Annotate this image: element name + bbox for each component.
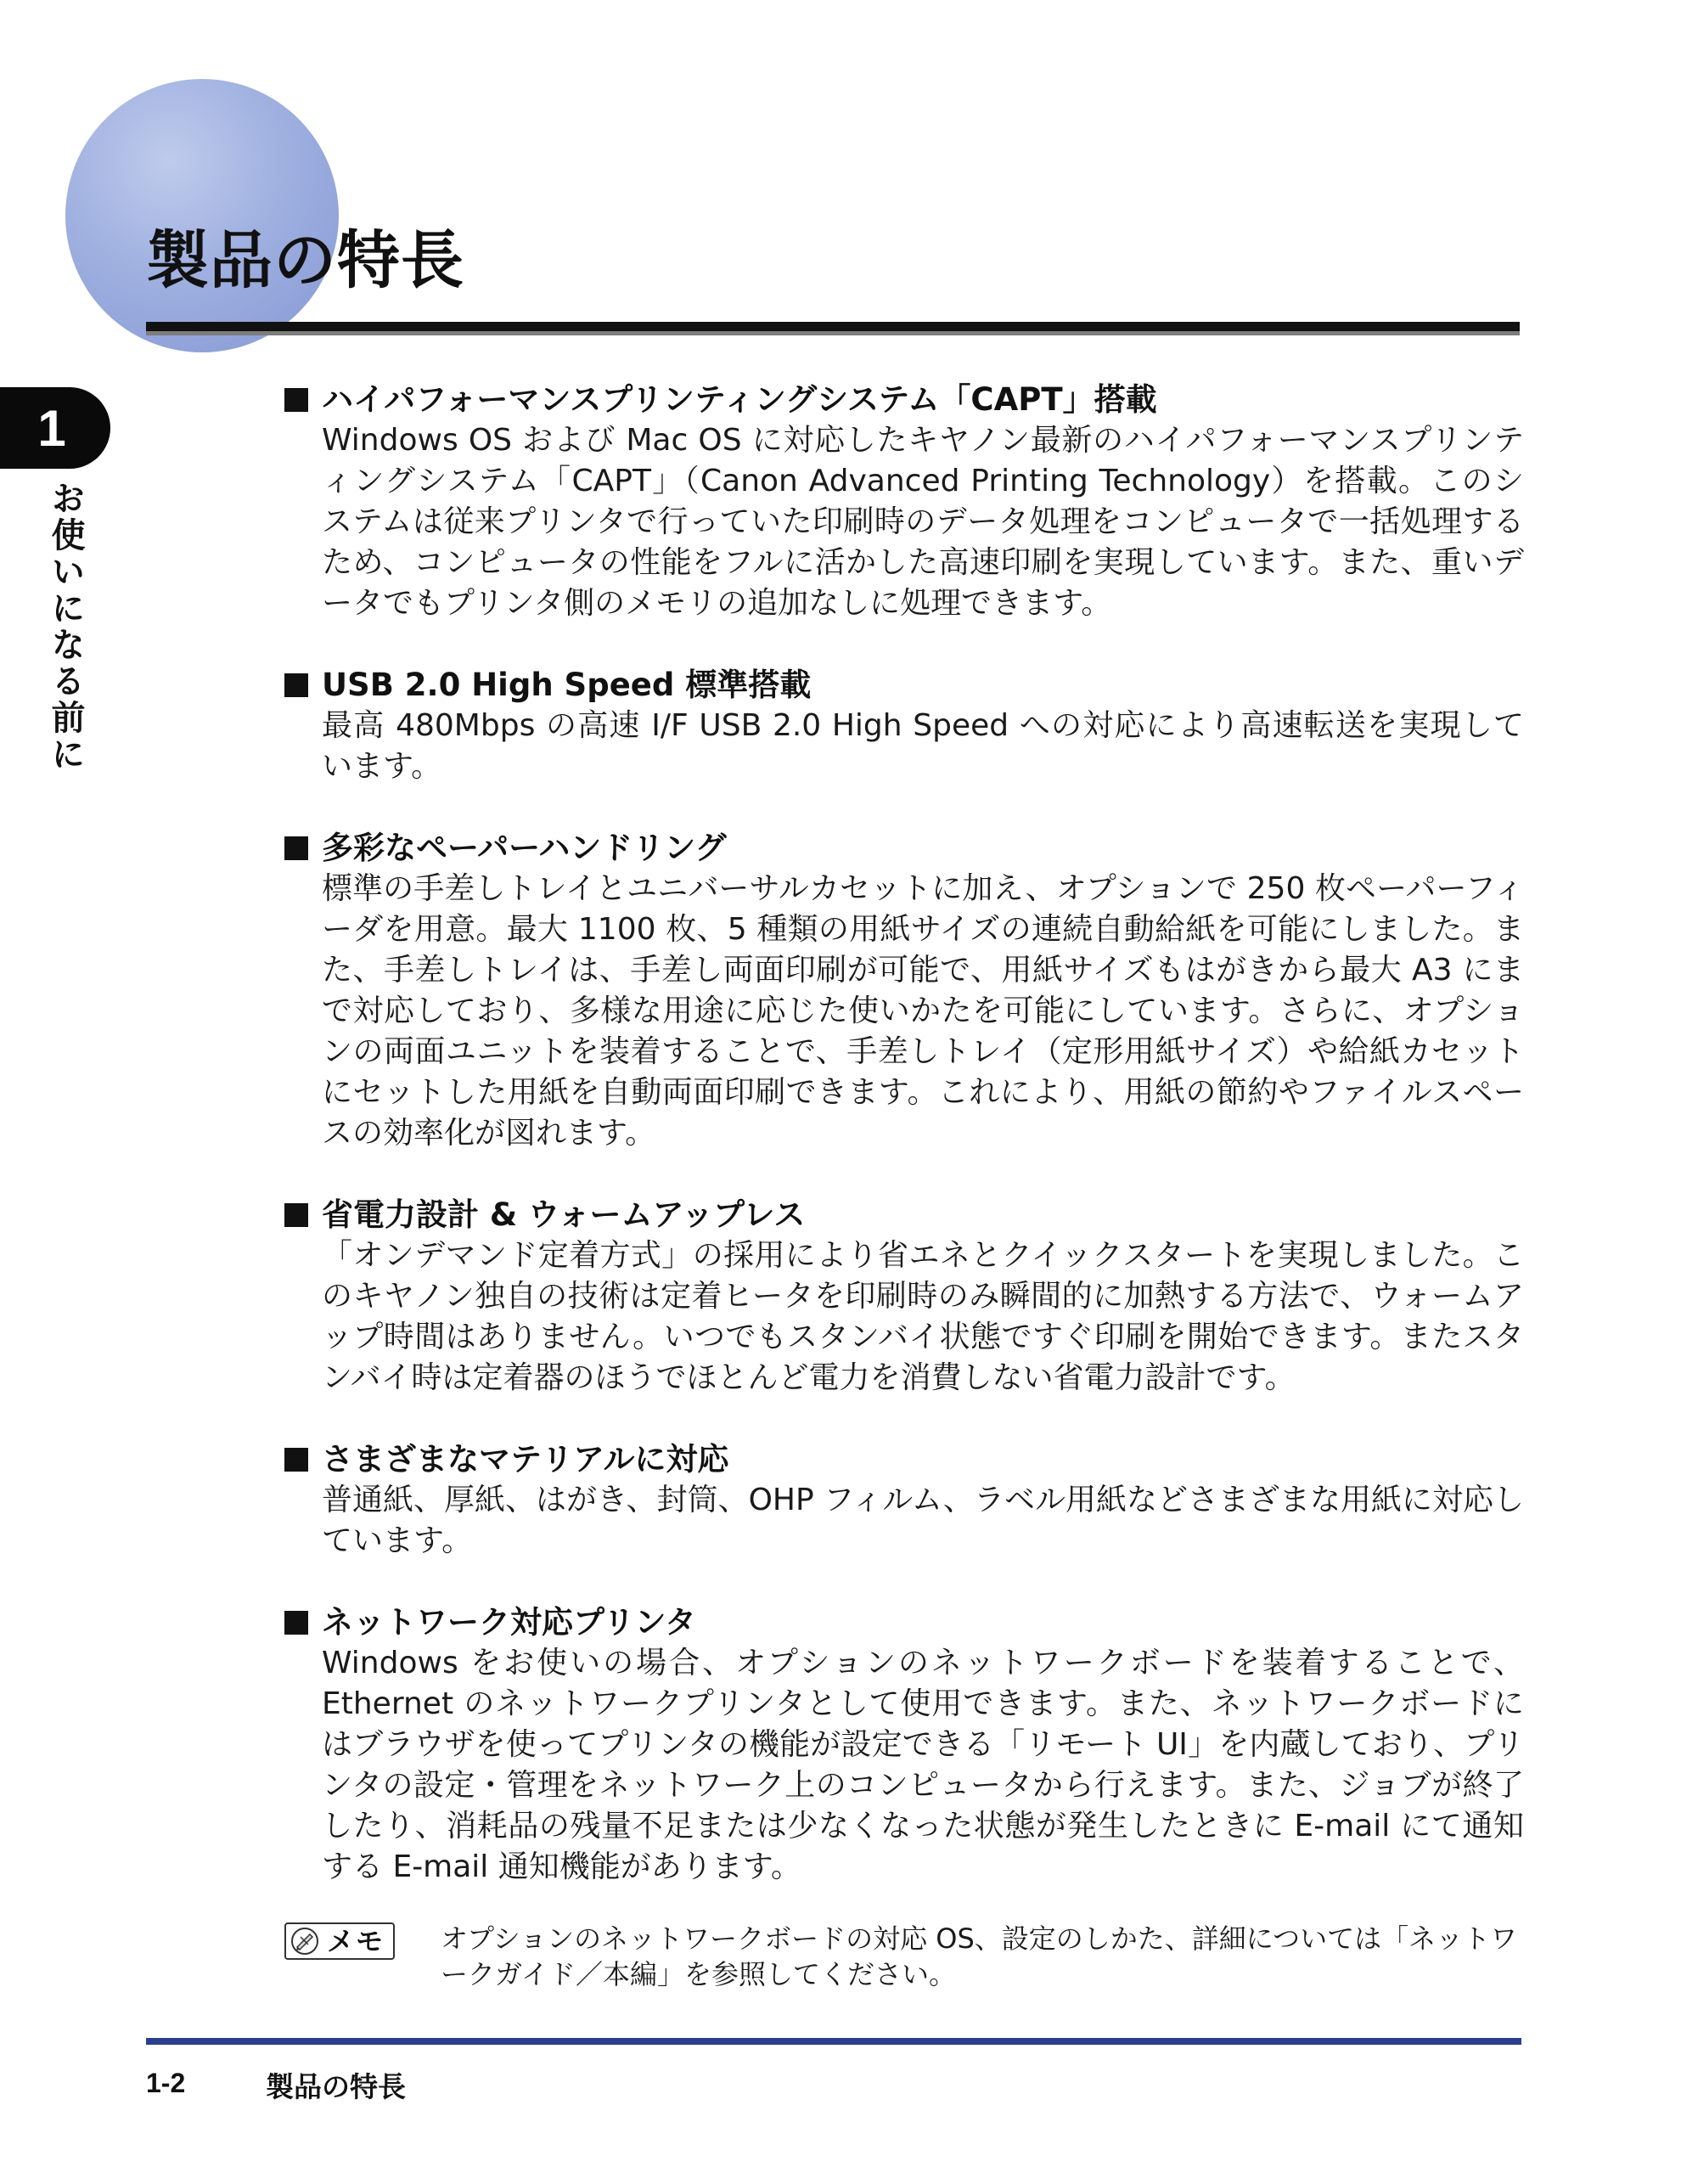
section-heading-text: 多彩なペーパーハンドリング — [322, 830, 727, 866]
section-usb — [284, 665, 1524, 787]
section-heading-text: USB 2.0 High Speed 標準搭載 — [322, 667, 812, 703]
decorative-circle — [65, 79, 339, 352]
section-heading — [284, 828, 1524, 869]
section-network — [284, 1602, 1524, 1888]
section-materials — [284, 1439, 1524, 1562]
memo-label: メモ — [327, 1925, 385, 1957]
bullet-square-icon — [284, 673, 308, 697]
section-heading — [284, 380, 1524, 420]
section-capt — [284, 380, 1524, 624]
memo-badge — [284, 1922, 395, 1960]
section-heading — [284, 1195, 1524, 1236]
page-title: 製品の特長 — [146, 224, 464, 297]
section-heading — [284, 1602, 1524, 1643]
section-paper-handling — [284, 828, 1524, 1154]
chapter-tab — [0, 387, 110, 469]
section-heading — [284, 1439, 1524, 1480]
section-heading — [284, 665, 1524, 706]
section-body: Windows OS および Mac OS に対応したキヤノン最新のハイパフォーマンスプリンティングシステム「CAPT」（Canon Advanced Printing Technology）を搭載。このシステムは従来プリンタで行っていた印刷時のデータ処理をコンピュータで一括処理するため、コンピュータの性能をフルに活かした高速印刷を実現しています。また、重いデータでもプリンタ側のメモリの追加なしに処理できます。 — [322, 423, 1524, 621]
section-power-saving — [284, 1195, 1524, 1399]
chapter-label: お使いになる前に — [46, 481, 85, 773]
footer-title: 製品の特長 — [266, 2070, 406, 2103]
content — [284, 380, 1524, 1928]
bullet-square-icon — [284, 1203, 308, 1227]
bullet-square-icon — [284, 1611, 308, 1635]
section-body: Windows をお使いの場合、オプションのネットワークボードを装着することで、Ethernet のネットワークプリンタとして使用できます。また、ネットワークボードにはブラウザを使ってプリンタの機能が設定できる「リモート UI」を内蔵しており、プリンタの設定・管理をネットワーク上のコンピュータから行えます。また、ジョブが終了したり、消耗品の残量不足または少なくなった状態が発生したときに E-mail にて通知する E-mail 通知機能があります。 — [322, 1646, 1524, 1884]
bullet-square-icon — [284, 1448, 308, 1472]
section-body: 最高 480Mbps の高速 I/F USB 2.0 High Speed への対応により高速転送を実現しています。 — [322, 708, 1524, 784]
title-rule — [146, 322, 1520, 331]
section-body: 普通紙、厚紙、はがき、封筒、OHP フィルム、ラベル用紙などさまざまな用紙に対応しています。 — [322, 1483, 1524, 1558]
section-heading-text: 省電力設計 & ウォームアップレス — [322, 1196, 806, 1233]
section-heading-text: さまざまなマテリアルに対応 — [322, 1441, 729, 1478]
title-rule-shadow — [146, 331, 1520, 335]
bullet-square-icon — [284, 388, 308, 412]
section-body: 標準の手差しトレイとユニバーサルカセットに加え、オプションで 250 枚ペーパーフィーダを用意。最大 1100 枚、5 種類の用紙サイズの連続自動給紙を可能にしました。また、手差しトレイは、手差し両面印刷が可能で、用紙サイズもはがきから最大 A3 にまで対応しており、多様な用途に応じた使いかたを可能にしています。さらに、オプションの両面ユニットを装着することで、手差しトレイ（定形用紙サイズ）や給紙カセットにセットした用紙を自動両面印刷できます。これにより、用紙の節約やファイルスペースの効率化が図れます。 — [322, 871, 1524, 1151]
footer-rule — [146, 2038, 1521, 2045]
section-heading-text: ネットワーク対応プリンタ — [322, 1604, 697, 1641]
page-number: 1-2 — [146, 2068, 186, 2098]
memo-text: オプションのネットワークボードの対応 OS、設定のしかた、詳細については「ネットワークガイド／本編」を参照してください。 — [441, 1922, 1518, 1990]
memo-note — [284, 1921, 1524, 1992]
pencil-icon — [290, 1926, 320, 1956]
bullet-square-icon — [284, 836, 308, 860]
section-body: 「オンデマンド定着方式」の採用により省エネとクイックスタートを実現しました。このキヤノン独自の技術は定着ヒータを印刷時のみ瞬間的に加熱する方法で、ウォームアップ時間はありません。いつでもスタンバイ状態ですぐ印刷を開始できます。またスタンバイ時は定着器のほうでほとんど電力を消費しない省電力設計です。 — [322, 1238, 1524, 1395]
section-heading-text: ハイパフォーマンスプリンティングシステム「CAPT」搭載 — [322, 381, 1157, 418]
chapter-number: 1 — [37, 399, 66, 457]
